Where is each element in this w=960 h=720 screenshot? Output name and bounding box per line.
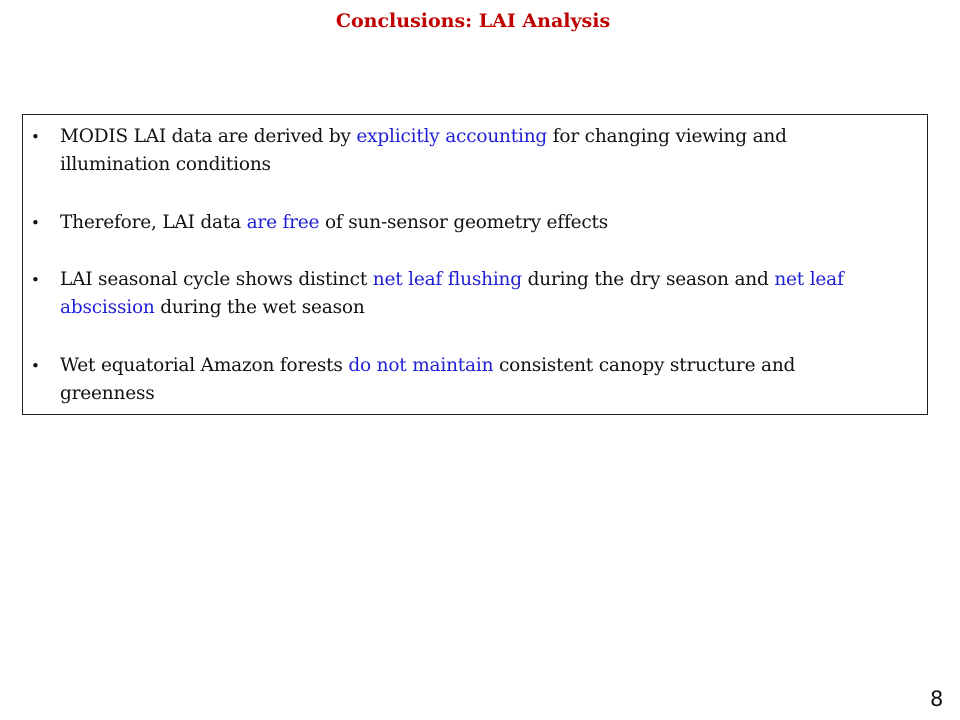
- bullet-text-segment: LAI seasonal cycle shows distinct: [60, 269, 373, 290]
- highlighted-phrase: net leaf flushing: [372, 269, 522, 290]
- slide-title: Conclusions: LAI Analysis: [335, 10, 611, 32]
- bullet-text-segment: Wet equatorial Amazon forests: [60, 355, 349, 376]
- bullet-text-segment: Therefore, LAI data: [60, 212, 247, 233]
- bullet-item: [23, 266, 893, 322]
- bullet-item: [23, 209, 893, 237]
- bullet-text: [60, 209, 893, 237]
- bullet-icon: •: [31, 271, 40, 289]
- bullet-text-segment: during the dry season and: [521, 269, 775, 290]
- bullet-icon: •: [31, 214, 40, 232]
- bullet-text: [60, 123, 893, 179]
- bullet-text-segment: during the wet season: [154, 297, 365, 318]
- highlighted-phrase: net leaf abscission: [60, 269, 844, 318]
- bullet-icon: •: [31, 128, 40, 146]
- highlighted-phrase: are free: [246, 212, 320, 233]
- highlighted-phrase: do not maintain: [348, 355, 494, 376]
- bullet-item: [23, 352, 893, 408]
- bullet-text-segment: of sun-sensor geometry effects: [319, 212, 609, 233]
- bullet-item: [23, 123, 893, 179]
- bullet-icon: •: [31, 357, 40, 375]
- highlighted-phrase: explicitly accounting: [356, 126, 548, 147]
- bullet-text-segment: consistent canopy structure and greenness: [60, 355, 796, 404]
- bullet-text-segment: MODIS LAI data are derived by: [60, 126, 357, 147]
- page-number: 8: [930, 687, 944, 711]
- conclusions-box: [22, 114, 928, 415]
- bullet-text-segment: for changing viewing and illumination conditions: [60, 126, 787, 175]
- bullet-text: [60, 266, 893, 322]
- bullet-text: [60, 352, 893, 408]
